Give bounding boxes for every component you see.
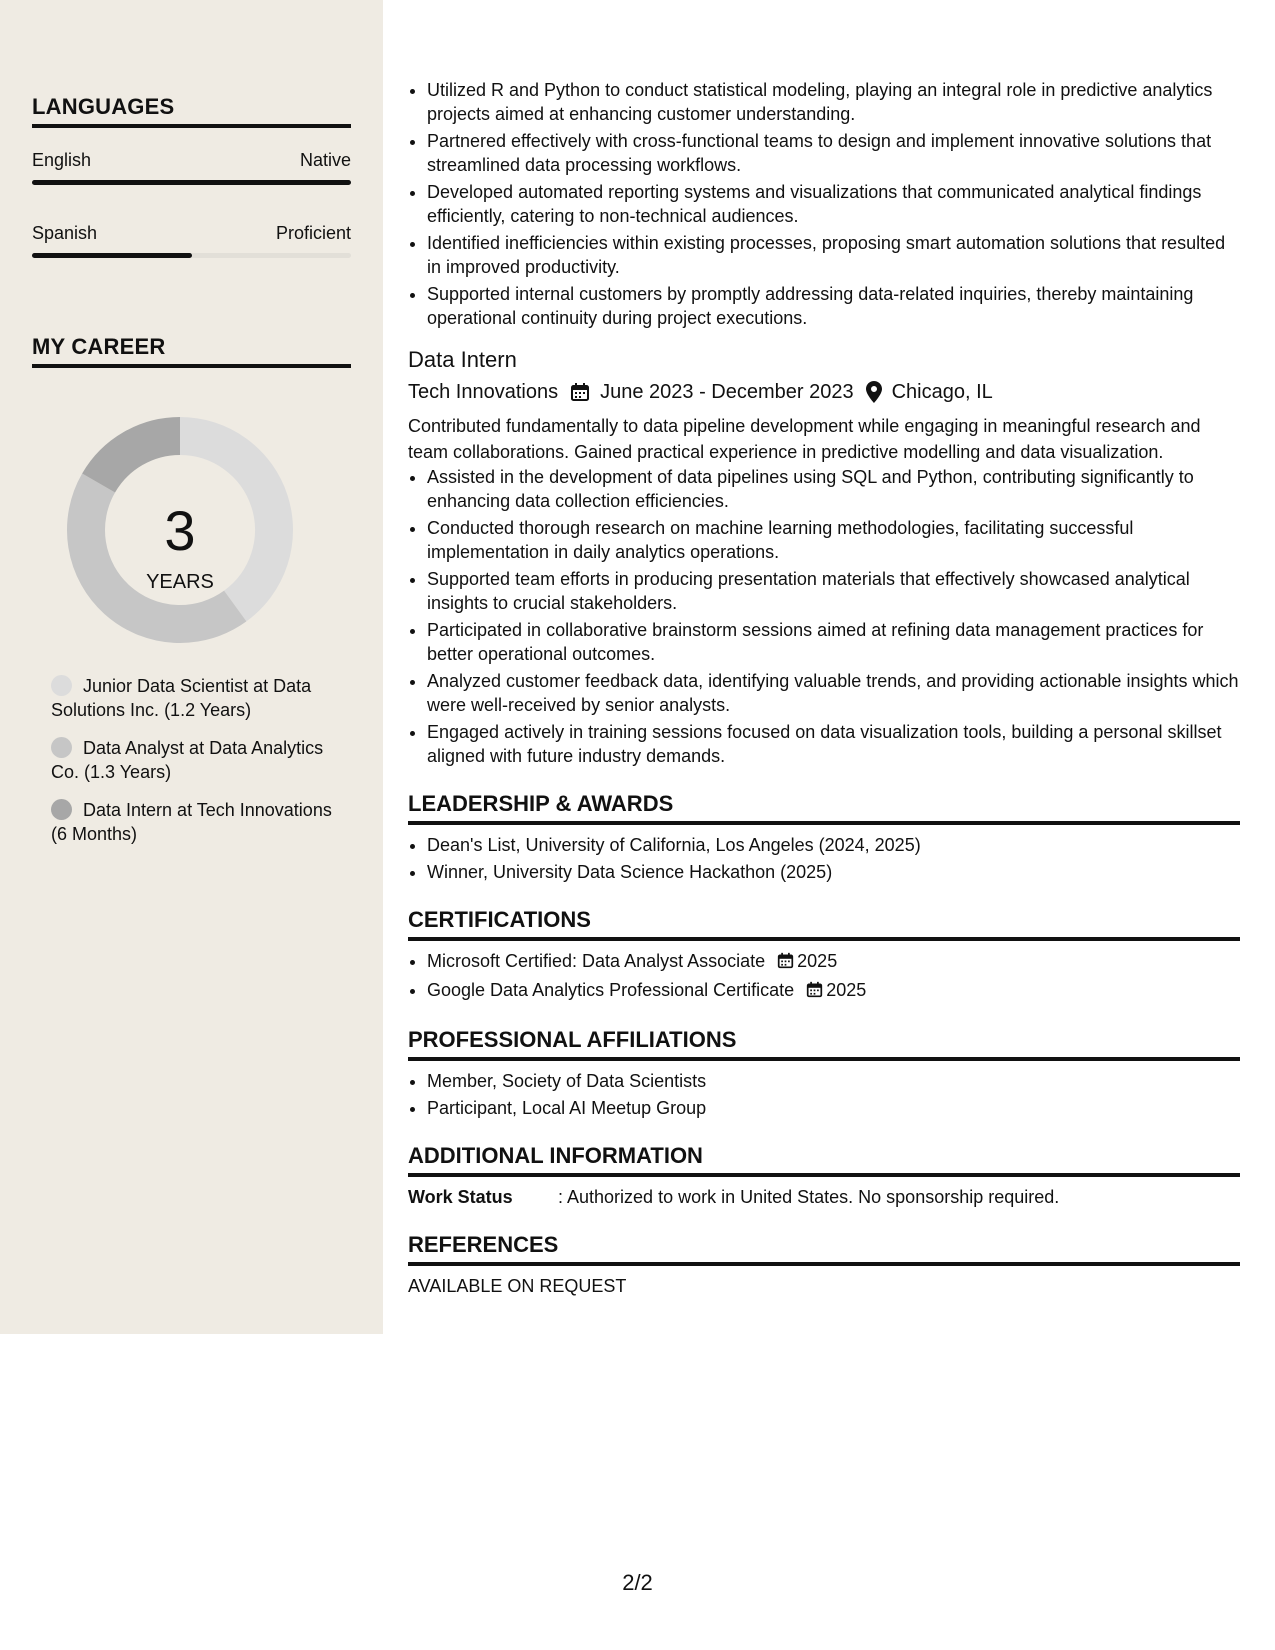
language-item	[32, 221, 351, 258]
bullet-item: • Supported team efforts in producing presentation materials that effectively showcased analytical insights to crucial stakeholders.	[427, 567, 1240, 615]
awards-title: LEADERSHIP & AWARDS	[408, 790, 1240, 825]
career-donut-chart	[60, 410, 300, 650]
affiliations-list	[408, 1069, 1240, 1120]
language-proficiency-bar	[32, 253, 351, 258]
certification-item	[427, 949, 1240, 975]
previous-job-bullets	[408, 78, 1240, 330]
language-name: Spanish	[32, 223, 98, 243]
career-legend-item	[51, 674, 351, 722]
career-donut-segment	[86, 483, 235, 624]
bullet-item: • Identified inefficiencies within existing processes, proposing smart automation solutions that resulted in improved productivity.	[427, 231, 1240, 279]
certification-item	[427, 978, 1240, 1004]
additional-info-title: ADDITIONAL INFORMATION	[408, 1142, 1240, 1177]
certifications-list	[408, 949, 1240, 1004]
language-proficiency-bar	[32, 180, 351, 185]
certification-year: 2025	[826, 980, 867, 1000]
career-legend-label: Data Intern at Tech Innovations (6 Months)	[51, 800, 332, 844]
career-total-unit: YEARS	[146, 571, 214, 593]
calendar-icon	[570, 382, 590, 402]
affiliation-item: • Member, Society of Data Scientists	[427, 1069, 1240, 1093]
job-title: Data Intern	[408, 347, 517, 372]
language-row	[32, 221, 351, 245]
language-level: Native	[299, 150, 351, 170]
awards-list	[408, 833, 1240, 884]
career-legend-item	[51, 736, 351, 784]
calendar-icon	[777, 951, 794, 975]
location-pin-icon	[866, 381, 882, 403]
work-status-value: : Authorized to work in United States. No sponsorship required.	[558, 1187, 1060, 1207]
award-item: • Dean's List, University of California, Los Angeles (2024, 2025)	[427, 833, 1240, 857]
affiliation-item: • Participant, Local AI Meetup Group	[427, 1096, 1240, 1120]
career-title: MY CAREER	[32, 334, 351, 368]
language-proficiency-fill	[32, 180, 351, 185]
career-total-number: 3	[164, 499, 196, 562]
award-item: • Winner, University Data Science Hackathon (2025)	[427, 860, 1240, 884]
certification-name: Google Data Analytics Professional Certificate	[427, 980, 795, 1000]
job-meta	[408, 378, 1240, 406]
job-location: Chicago, IL	[891, 381, 993, 403]
career-legend-label: Data Analyst at Data Analytics Co. (1.3 Years)	[51, 738, 324, 782]
bullet-item: • Participated in collaborative brainstorm sessions aimed at refining data management practices for better operational outcomes.	[427, 618, 1240, 666]
job-description: Contributed fundamentally to data pipeline development while engaging in meaningful research and team collaborations. Gained practical experience in predictive modelling and data visualization.	[408, 416, 1201, 462]
legend-dot-icon	[51, 675, 72, 696]
page-number: 2/2	[622, 1570, 653, 1595]
bullet-item: • Utilized R and Python to conduct statistical modeling, playing an integral role in predictive analytics projects aimed at enhancing customer understanding.	[427, 78, 1240, 126]
career-section	[32, 334, 351, 368]
languages-section	[32, 94, 351, 258]
bullet-item: • Partnered effectively with cross-functional teams to design and implement innovative solutions that streamlined data processing workflows.	[427, 129, 1240, 177]
certification-year: 2025	[797, 951, 838, 971]
career-legend-item	[51, 798, 351, 846]
bullet-item: • Supported internal customers by promptly addressing data-related inquiries, thereby maintaining operational continuity during project executions.	[427, 282, 1240, 330]
career-legend-label: Junior Data Scientist at Data Solutions Inc. (1.2 Years)	[51, 676, 312, 720]
legend-dot-icon	[51, 799, 72, 820]
language-level: Proficient	[275, 223, 351, 243]
main-content	[408, 78, 1240, 1298]
certification-name: Microsoft Certified: Data Analyst Associate	[427, 951, 766, 971]
legend-dot-icon	[51, 737, 72, 758]
job-bullets	[408, 465, 1240, 768]
language-row	[32, 148, 351, 172]
bullet-item: • Assisted in the development of data pipelines using SQL and Python, contributing significantly to enhancing data collection efficiencies.	[427, 465, 1240, 513]
job-dates: June 2023 - December 2023	[600, 381, 854, 403]
affiliations-title: PROFESSIONAL AFFILIATIONS	[408, 1026, 1240, 1061]
bullet-item: • Engaged actively in training sessions focused on data visualization tools, building a personal skillset aligned with future industry demands.	[427, 720, 1240, 768]
language-item	[32, 148, 351, 185]
work-status-label: Work Status	[408, 1187, 513, 1207]
calendar-icon	[806, 980, 823, 1004]
certifications-title: CERTIFICATIONS	[408, 906, 1240, 941]
work-status-row	[408, 1185, 1240, 1209]
career-legend	[51, 674, 351, 860]
bullet-item: • Analyzed customer feedback data, identifying valuable trends, and providing actionable insights which were well-received by senior analysts.	[427, 669, 1240, 717]
sidebar	[0, 0, 383, 1334]
bullet-item: • Developed automated reporting systems and visualizations that communicated analytical findings efficiently, catering to non-technical audiences.	[427, 180, 1240, 228]
languages-list	[32, 148, 351, 258]
career-donut-segment	[99, 436, 180, 483]
references-text: AVAILABLE ON REQUEST	[408, 1276, 627, 1296]
languages-title: LANGUAGES	[32, 94, 351, 128]
bullet-item: • Conducted thorough research on machine learning methodologies, facilitating successful implementation in daily analytics operations.	[427, 516, 1240, 564]
job-company: Tech Innovations	[408, 381, 559, 403]
language-name: English	[32, 150, 92, 170]
language-proficiency-fill	[32, 253, 192, 258]
references-title: REFERENCES	[408, 1231, 1240, 1266]
